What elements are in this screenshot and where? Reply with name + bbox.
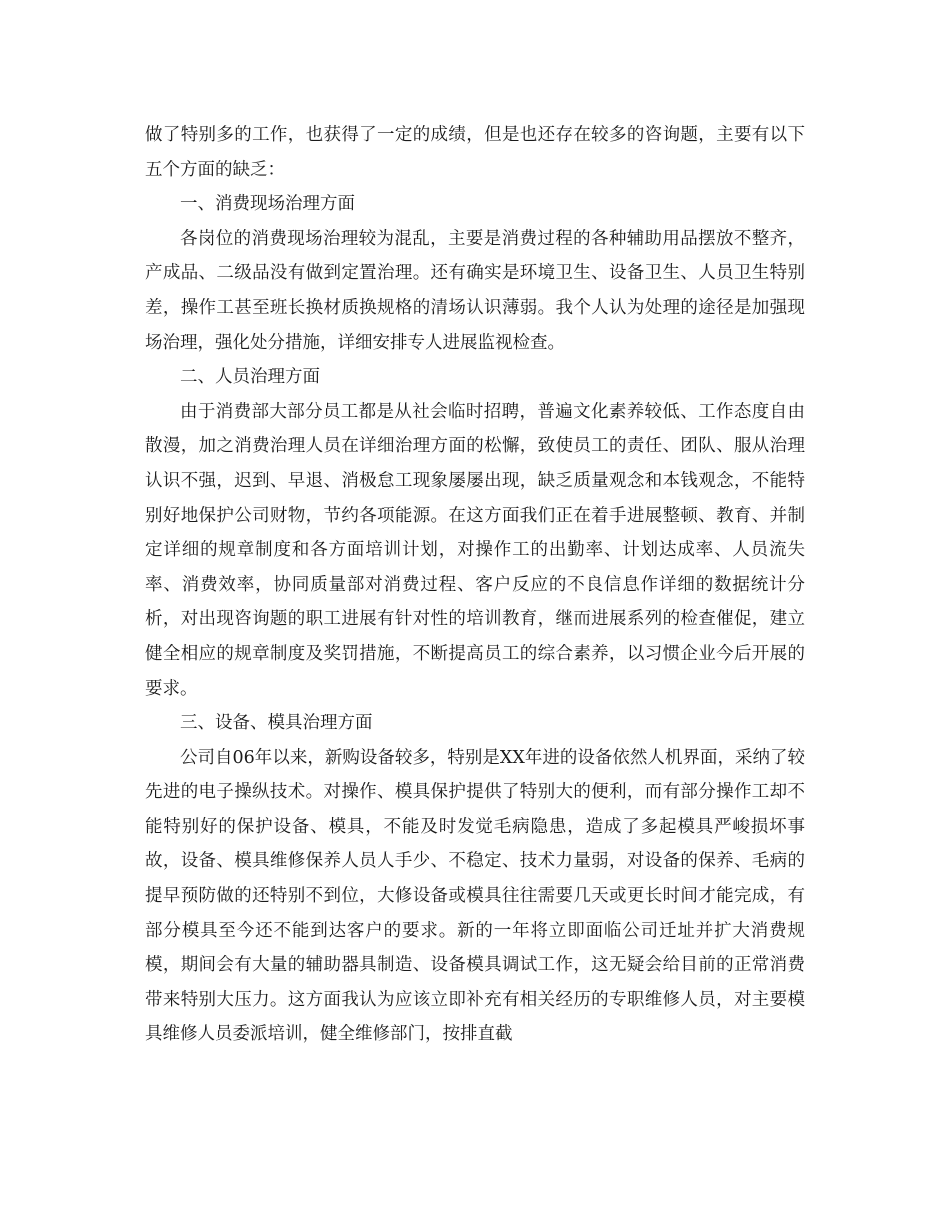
section-heading-equipment-molds: 三、设备、模具治理方面 [180, 713, 373, 734]
paragraph-production-site: 各岗位的消费现场治理较为混乱，主要是消费过程的各种辅助用品摆放不整齐，产成品、二级品没有做到定置治理。还有确实是环境卫生、设备卫生、人员卫生特别差，操作工甚至班长换材质换规格的清场认识薄弱。我个人认为处理的途径是加强现场治理，强化处分措施，详细安排专人进展监视检查。 [145, 228, 805, 353]
paragraph-personnel: 由于消费部大部分员工都是从社会临时招聘，普遍文化素养较低、工作态度自由散漫，加之消费治理人员在详细治理方面的松懈，致使员工的责任、团队、服从治理认识不强，迟到、早退、消极怠工现象屡屡出现，缺乏质量观念和本钱观念，不能特别好地保护公司财物，节约各项能源。在这方面我们正在着手进展整顿、教育、并制定详细的规章制度和各方面培训计划，对操作工的出勤率、计划达成率、人员流失率、消费效率，协同质量部对消费过程、客户反应的不良信息作详细的数据统计分析，对出现咨询题的职工进展有针对性的培训教育，继而进展系列的检查催促，建立健全相应的规章制度及奖罚措施，不断提高员工的综合素养，以习惯企业今后开展的要求。 [145, 401, 805, 699]
paragraph-intro-continuation: 做了特别多的工作，也获得了一定的成绩，但是也还存在较多的咨询题，主要有以下五个方面的缺乏： [145, 125, 805, 180]
document-body [145, 118, 805, 1052]
section-heading-production-site: 一、消费现场治理方面 [180, 194, 355, 215]
section-heading-personnel: 二、人员治理方面 [180, 367, 320, 388]
paragraph-equipment-molds: 公司自06年以来，新购设备较多，特别是XX年进的设备依然人机界面，采纳了较先进的电子操纵技术。对操作、模具保护提供了特别大的便利，而有部分操作工却不能特别好的保护设备、模具，不能及时发觉毛病隐患，造成了多起模具严峻损坏事故，设备、模具维修保养人员人手少、不稳定、技术力量弱，对设备的保养、毛病的提早预防做的还特别不到位，大修设备或模具往往需要几天或更长时间才能完成，有部分模具至今还不能到达客户的要求。新的一年将立即面临公司迁址并扩大消费规模，期间会有大量的辅助器具制造、设备模具调试工作，这无疑会给目前的正常消费带来特别大压力。这方面我认为应该立即补充有相关经历的专职维修人员，对主要模具维修人员委派培训，健全维修部门，按排直截 [145, 747, 805, 1045]
